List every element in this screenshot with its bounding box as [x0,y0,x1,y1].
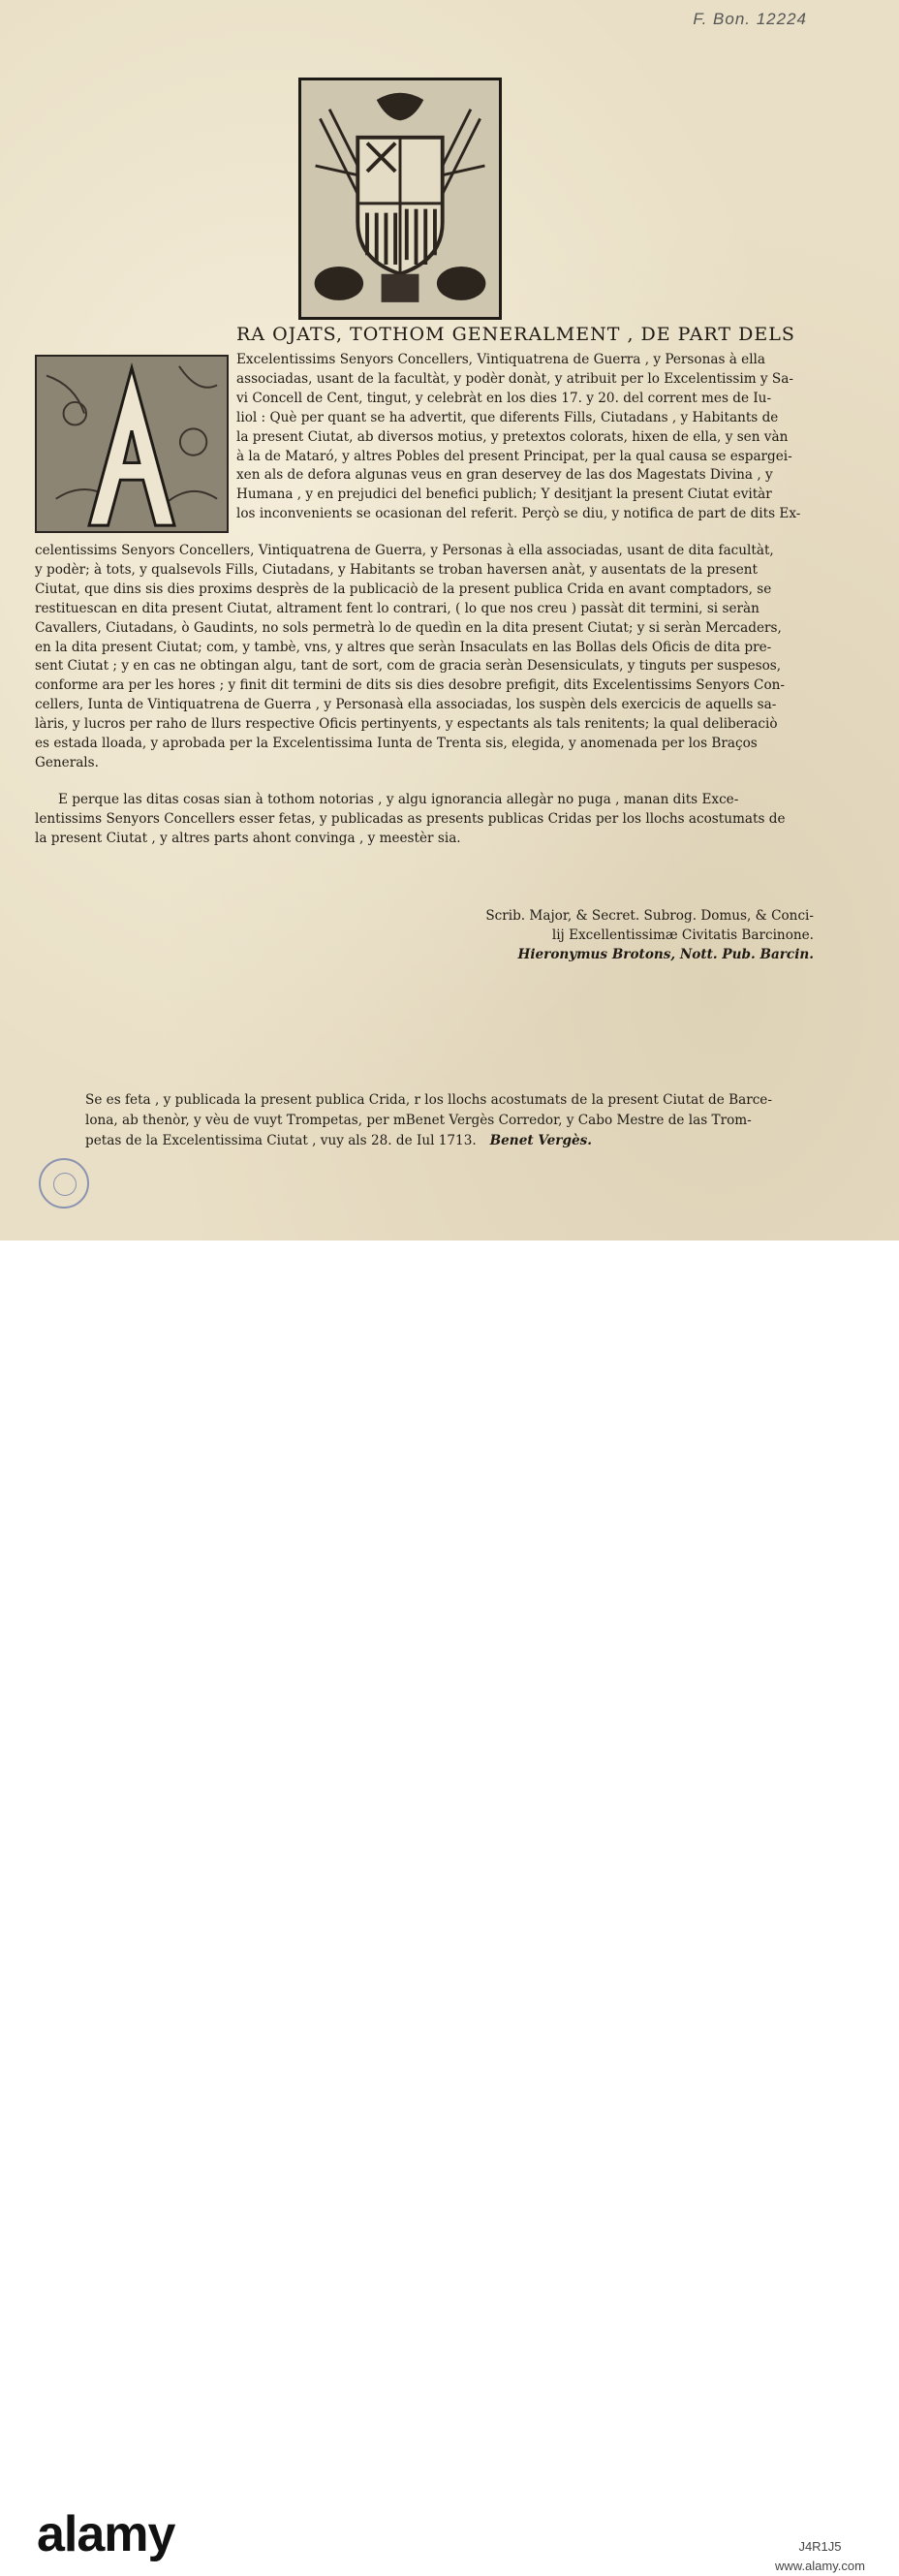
text-line: à la de Mataró, y altres Pobles del present Principat, per la qual causa se espargei- [236,448,792,464]
publication-line: petas de la Excelentissima Ciutat , vuy als 28. de Iul 1713. [85,1133,477,1148]
coat-of-arms-woodcut [298,78,502,320]
text-line: restituescan en dita present Ciutat, altrament fent lo contrari, ( lo que nos creu ) passàt dit termini, si seràn [35,600,760,616]
text-line: cellers, Iunta de Vintiquatrena de Guerra , y Personasà ella associadas, los suspèn dels exercicis de aquells sa- [35,697,777,713]
text-line: conforme ara per les hores ; y finit dit termini de dits sis dies desobre prefigit, dits Excelentissims Senyors Con- [35,677,785,694]
text-line: y podèr; à tots, y qualsevols Fills, Ciutadans, y Habitants se troban haversen anàt, y ausentats de la present [35,561,758,578]
alamy-logo: alamy [37,2506,175,2562]
text-line: Ciutat, que dins sis dies proxims desprès de la publicaciò de la present publica Crida en avant comptadors, se [35,581,772,597]
signature-line-1: Scrib. Major, & Secret. Subrog. Domus, & Conci- [485,908,814,924]
text-line: Cavallers, Ciutadans, ò Gaudints, no sols permetrà lo de quedìn en la dita present Ciutat; y si seràn Mercaders, [35,619,782,636]
signature-line-2: lij Excellentissimæ Civitatis Barcinone. [551,927,814,943]
signature-name: Hieronymus Brotons, Nott. Pub. Barcin. [517,947,814,962]
publication-signer: Benet Vergès. [489,1133,593,1148]
text-line: vi Concell de Cent, tingut, y celebràt en los dies 17. y 20. del corrent mes de Iu- [236,390,772,406]
text-line: en la dita present Ciutat; com, y tambè, vns, y altres que seràn Insaculats en las Bollas dels Oficis de dita pre- [35,639,772,655]
stock-footer [0,1241,899,2573]
stock-id [775,2537,865,2576]
library-stamp-icon [39,1158,89,1209]
text-line: Excelentissims Senyors Concellers, Vintiquatrena de Guerra , y Personas à ella [236,352,766,367]
text-line: làris, y lucros per raho de llurs respective Oficis pertinyents, y espectants als tals renitents; la qual deliberaciò [35,716,778,733]
text-line: lentissims Senyors Concellers esser fetas, y publicadas as presents publicas Cridas per los llochs acostumats de [35,810,786,827]
text-line: celentissims Senyors Concellers, Vintiquatrena de Guerra, y Personas à ella associadas, usant de dita facultàt, [35,543,774,558]
coat-of-arms-icon [301,80,499,317]
document-page [0,0,899,1241]
publication-line: lona, ab thenòr, y vèu de vuyt Trompetas, per mBenet Vergès Corredor, y Cabo Mestre de las Trom- [85,1113,752,1128]
stock-id-url: www.alamy.com [775,2559,865,2573]
text-line: es estada lloada, y aprobada per la Excelentissima Iunta de Trenta sis, elegida, y anomenada per los Braços [35,736,758,752]
publication-line: Se es feta , y publicada la present publica Crida, r los llochs acostumats de la present Ciutat de Barce- [85,1092,772,1108]
text-line: los inconvenients se ocasionan del referit. Perçò se diu, y notifica de part de dits Ex- [236,506,801,522]
decorated-initial-a [35,355,229,533]
text-line: la present Ciutat , y altres parts ahont convinga , y meestèr sia. [35,830,461,846]
decree-text-block-2 [35,542,785,773]
text-line: Generals. [35,754,99,770]
signature-block [485,906,814,964]
text-line: liol : Què per quant se ha advertit, que diferents Fills, Ciutadans , y Habitants de [236,409,779,425]
text-line: associadas, usant de la facultàt, y podèr donàt, y atribuit per lo Excelentissim y Sa- [236,370,793,387]
decree-text-block-3 [35,791,786,849]
publication-note [85,1090,772,1151]
text-line: E perque las ditas cosas sian à tothom notorias , y algu ignorancia allegàr no puga , manan dits Exce- [58,792,739,807]
initial-letter-icon [37,357,227,531]
text-line: la present Ciutat, ab diversos motius, y pretextos colorats, hixen de ella, y sen vàn [236,428,789,445]
shelfmark: F. Bon. 12224 [693,10,807,28]
text-line: xen als de defora algunas veus en gran deservey de las dos Magestats Divina , y [236,467,773,484]
text-line: Humana , y en prejudici del benefici publich; Y desitjant la present Ciutat evitàr [236,487,772,503]
decree-text-block-1 [236,351,800,524]
stock-id-code: J4R1J5 [798,2539,842,2554]
text-line: sent Ciutat ; y en cas ne obtingan algu, tant de sort, com de gracia seràn Desensiculats, y tinguts per suspesos, [35,658,782,675]
decree-heading: RA OJATS, TOTHOM GENERALMENT , DE PART DELS [236,324,795,345]
